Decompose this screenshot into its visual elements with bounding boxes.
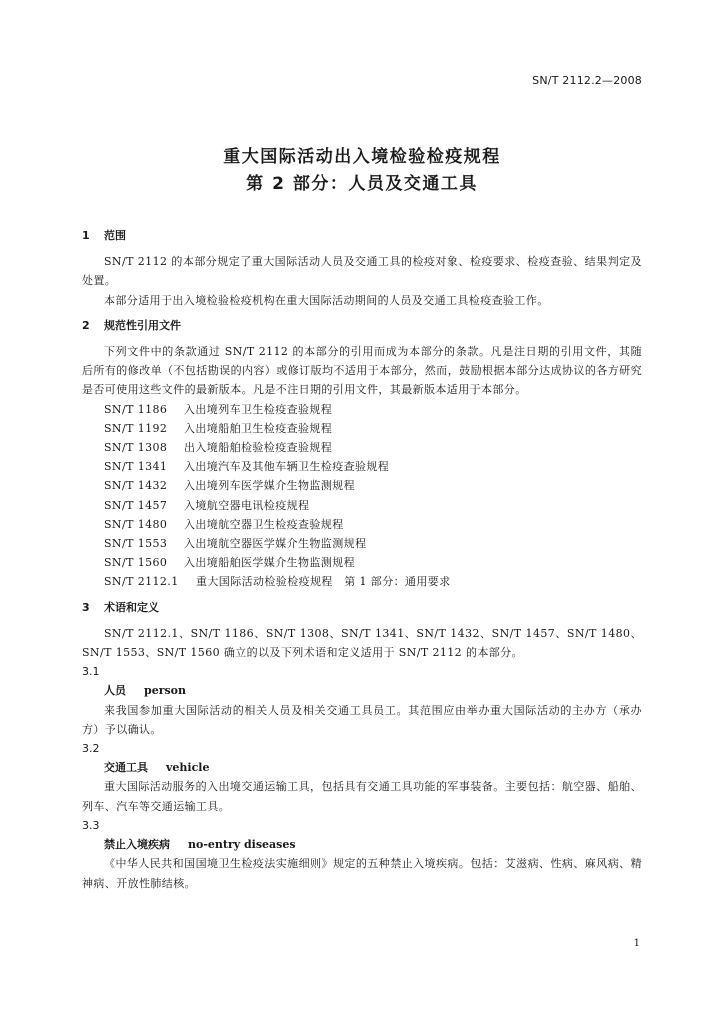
section-title: 规范性引用文件 bbox=[104, 318, 181, 332]
term-en: vehicle bbox=[166, 761, 210, 775]
term-zh: 人员 bbox=[104, 684, 126, 698]
reference-title: 入境航空器电讯检疫规程 bbox=[184, 498, 310, 512]
reference-title: 入出境船舶卫生检疫查验规程 bbox=[184, 421, 333, 435]
section-title: 术语和定义 bbox=[104, 600, 159, 614]
term-en: person bbox=[144, 684, 187, 698]
references-intro: 下列文件中的条款通过 SN/T 2112 的本部分的引用而成为本部分的条款。凡是注日期的引用文件，其随后所有的修改单（不包括勘误的内容）或修订版均不适用于本部分，然而，鼓励根据本部分达成协议的各方研究是否可使用这些文件的最新版本。凡是不注日期的引用文件，其最新版本适用于本部分。 bbox=[82, 345, 642, 397]
reference-item bbox=[82, 457, 642, 476]
reference-title: 入出境列车医学媒介生物监测规程 bbox=[184, 479, 355, 493]
reference-title: 入出境航空器医学媒介生物监测规程 bbox=[184, 537, 367, 551]
reference-title: 入出境船舶医学媒介生物监测规程 bbox=[184, 556, 355, 570]
document-title: 重大国际活动出入境检验检疫规程 bbox=[223, 147, 501, 167]
reference-code: SN/T 1192 bbox=[104, 421, 168, 435]
reference-item bbox=[82, 534, 642, 553]
reference-code: SN/T 2112.1 bbox=[104, 575, 179, 589]
term-heading bbox=[82, 758, 642, 777]
scope-paragraph: 本部分适用于出入境检验检疫机构在重大国际活动期间的人员及交通工具检疫查验工作。 bbox=[104, 293, 549, 307]
reference-title: 入出境航空器卫生检疫查验规程 bbox=[184, 517, 344, 531]
reference-item bbox=[82, 400, 642, 419]
term-definition: 《中华人民共和国国境卫生检疫法实施细则》规定的五种禁止入境疾病。包括：艾滋病、性病、麻风病、精神病、开放性肺结核。 bbox=[82, 857, 642, 890]
term-zh: 交通工具 bbox=[104, 761, 148, 775]
term-number: 3.2 bbox=[82, 742, 100, 756]
reference-code: SN/T 1341 bbox=[104, 460, 168, 474]
reference-code: SN/T 1432 bbox=[104, 479, 168, 493]
reference-code: SN/T 1308 bbox=[104, 441, 168, 455]
reference-item bbox=[82, 476, 642, 495]
document-body bbox=[82, 226, 642, 893]
reference-item bbox=[82, 419, 642, 438]
reference-item bbox=[82, 496, 642, 515]
reference-code: SN/T 1560 bbox=[104, 556, 168, 570]
section-heading-terms-and-definitions bbox=[82, 598, 642, 617]
term-heading bbox=[82, 681, 642, 700]
term-number: 3.3 bbox=[82, 818, 100, 832]
reference-title: 出入境船舶检验检疫查验规程 bbox=[184, 441, 333, 455]
reference-item bbox=[82, 438, 642, 457]
term-definition: 来我国参加重大国际活动的相关人员及相关交通工具员工。其范围应由举办重大国际活动的主办方（承办方）予以确认。 bbox=[82, 703, 642, 736]
reference-code: SN/T 1186 bbox=[104, 402, 168, 416]
section-title: 范围 bbox=[104, 229, 126, 242]
terms-intro: SN/T 2112.1、SN/T 1186、SN/T 1308、SN/T 1341、SN/T 1432、SN/T 1457、SN/T 1480、SN/T 1553、SN/T 1560 确立的以及下列术语和定义适用于 SN/T 2112 的本部分。 bbox=[82, 626, 642, 660]
reference-code: SN/T 1553 bbox=[104, 537, 168, 551]
section-number: 2 bbox=[82, 318, 90, 332]
reference-title: 入出境列车卫生检疫查验规程 bbox=[184, 402, 333, 416]
reference-item bbox=[82, 572, 642, 591]
reference-code: SN/T 1457 bbox=[104, 498, 168, 512]
section-number: 3 bbox=[82, 600, 90, 614]
reference-title: 入出境汽车及其他车辆卫生检疫查验规程 bbox=[184, 460, 390, 474]
term-heading bbox=[82, 835, 642, 854]
document-number: SN/T 2112.2—2008 bbox=[532, 74, 642, 87]
reference-title: 重大国际活动检验检疫规程 第 1 部分：通用要求 bbox=[196, 575, 451, 589]
reference-item bbox=[82, 553, 642, 572]
page-number: 1 bbox=[633, 938, 640, 949]
document-subtitle: 第 2 部分：人员及交通工具 bbox=[246, 174, 478, 194]
term-number: 3.1 bbox=[82, 665, 100, 679]
section-number: 1 bbox=[82, 229, 90, 242]
term-en: no-entry diseases bbox=[188, 838, 296, 852]
section-heading-scope bbox=[82, 226, 642, 245]
reference-code: SN/T 1480 bbox=[104, 517, 168, 531]
reference-item bbox=[82, 515, 642, 534]
term-zh: 禁止入境疾病 bbox=[104, 838, 170, 852]
term-definition: 重大国际活动服务的入出境交通运输工具，包括具有交通工具功能的军事装备。主要包括：航空器、船舶、列车、汽车等交通运输工具。 bbox=[82, 780, 642, 813]
section-heading-normative-references bbox=[82, 316, 642, 335]
scope-paragraph: SN/T 2112 的本部分规定了重大国际活动人员及交通工具的检疫对象、检疫要求、检疫查验、结果判定及处置。 bbox=[82, 255, 642, 288]
